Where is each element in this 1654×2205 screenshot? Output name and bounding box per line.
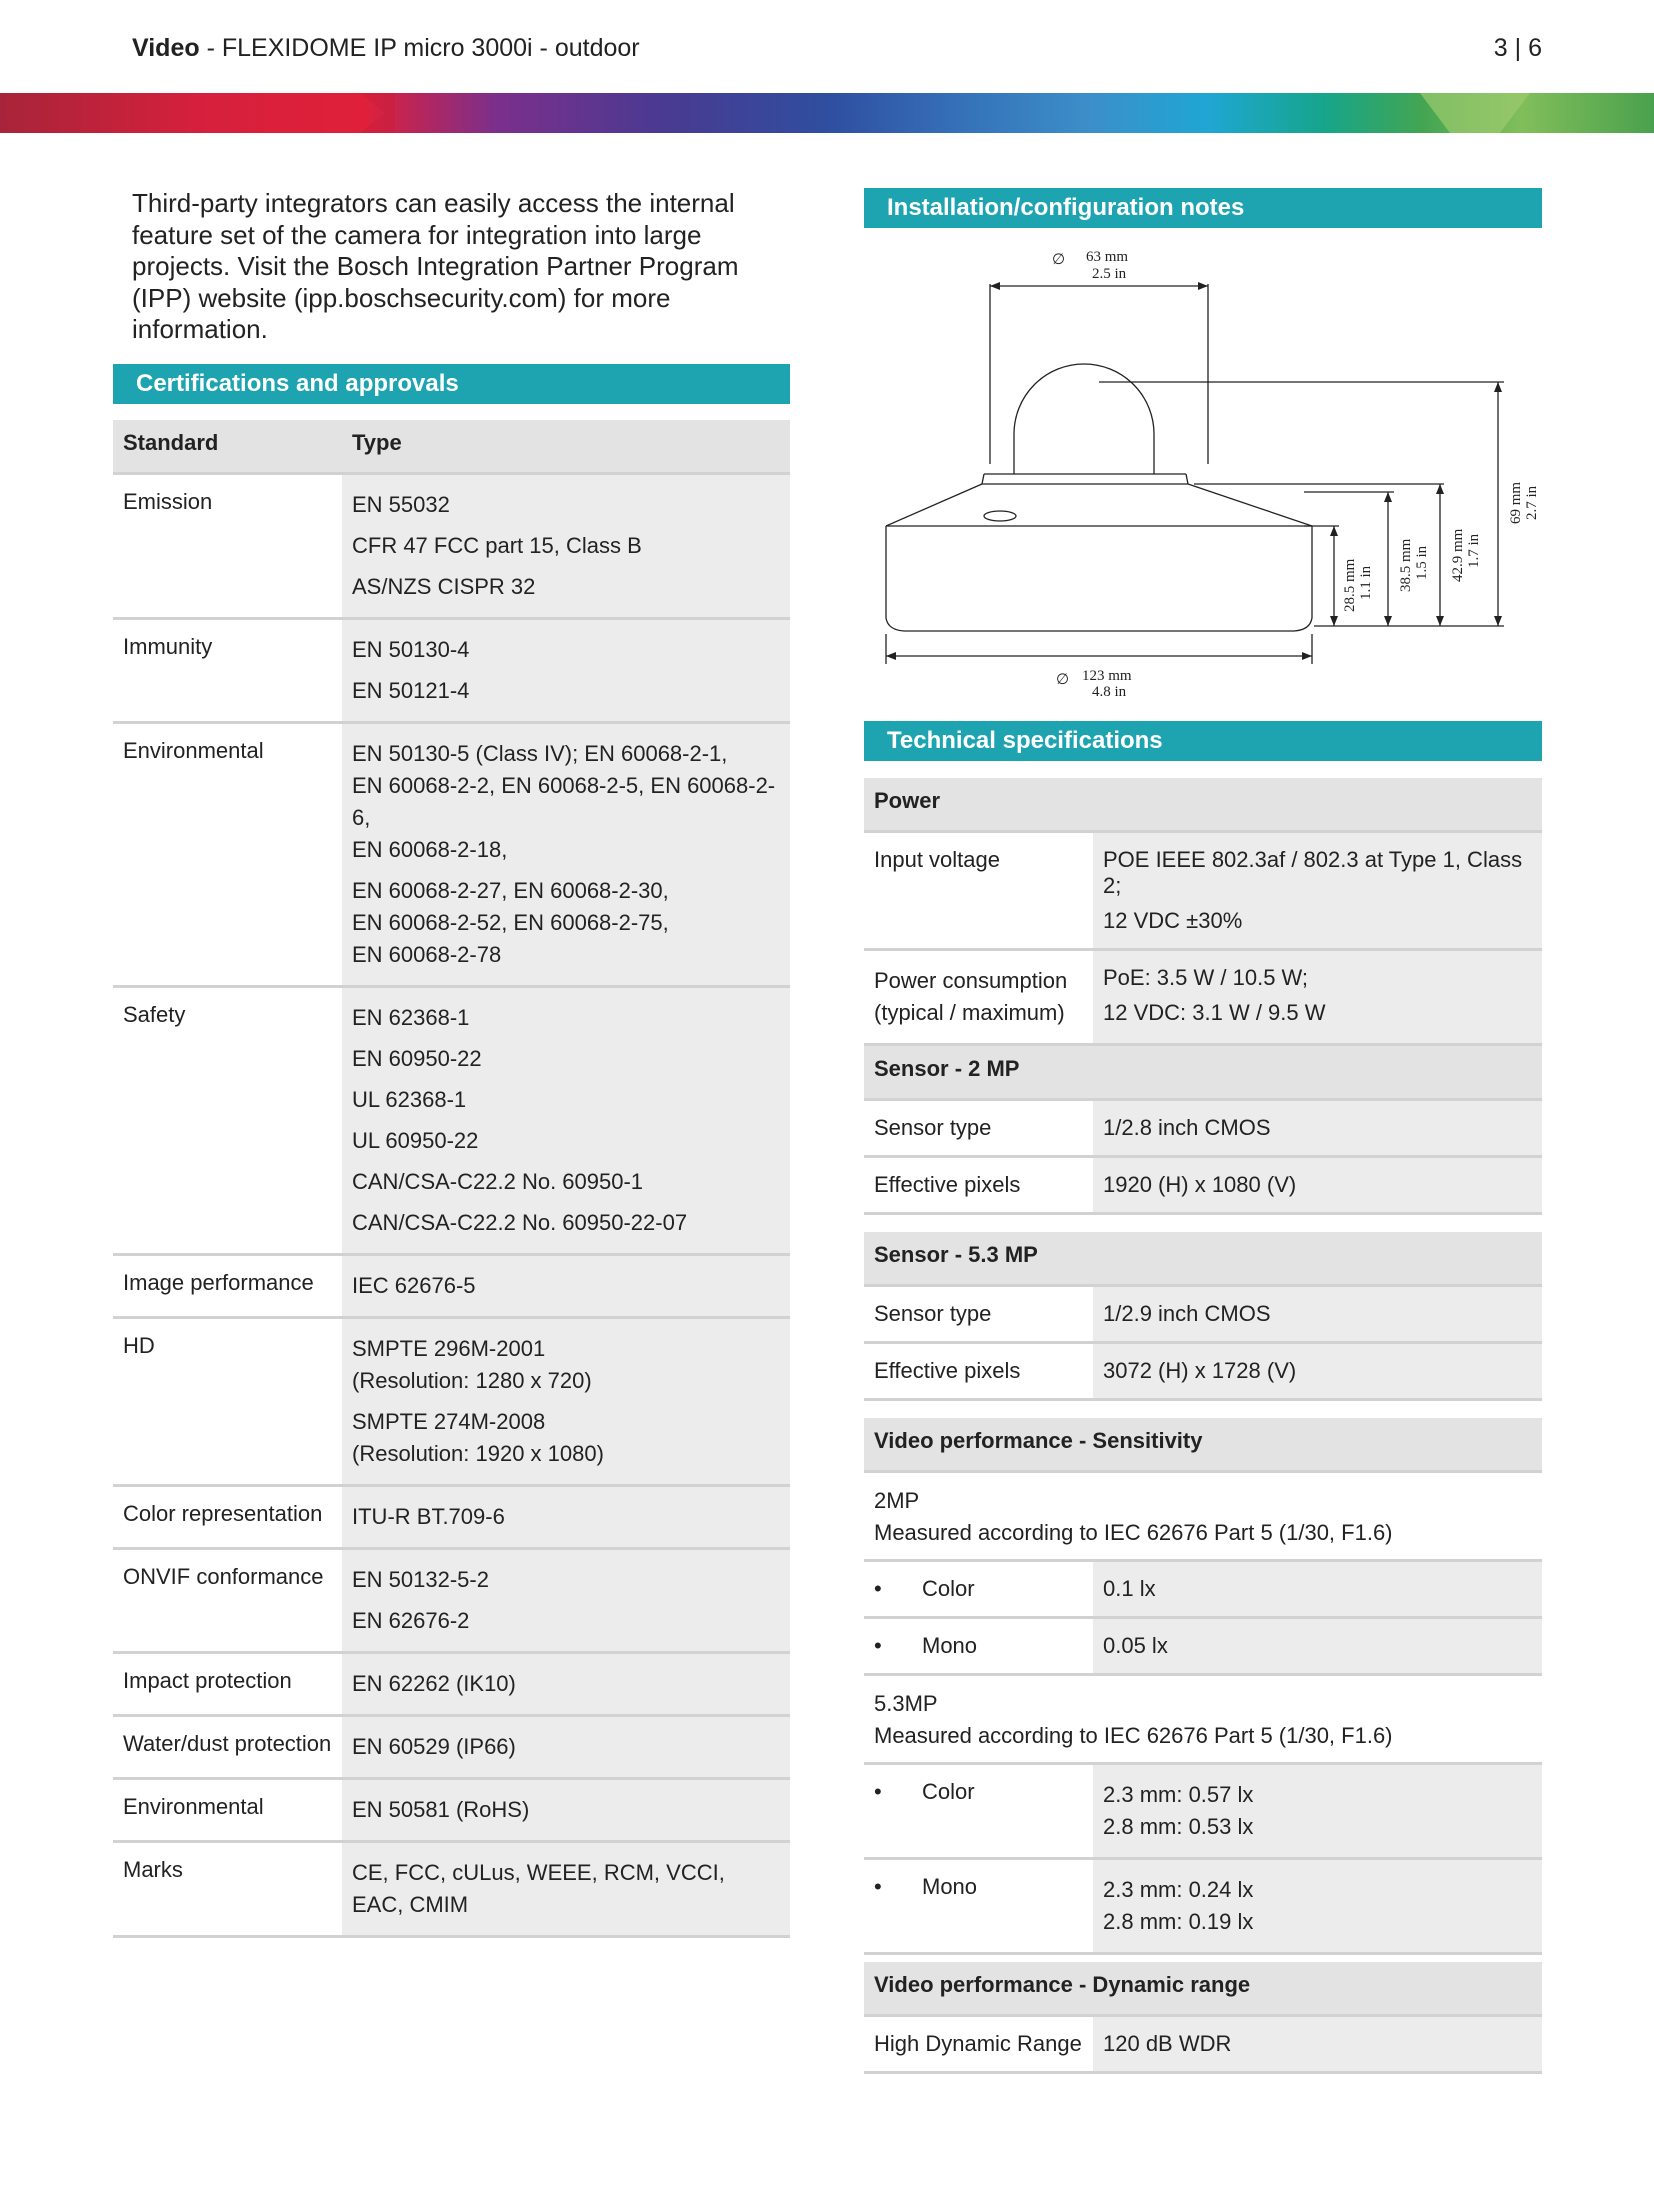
table-row [864,1100,1542,1157]
table-row [113,1653,790,1716]
color-53mp-value-2: 2.8 mm: 0.53 lx [1103,1814,1254,1839]
power-table [864,778,1542,1046]
dynamic-range-title: Video performance - Dynamic range [864,1962,1542,2016]
table-row [113,1842,790,1937]
type-cell [342,1549,790,1653]
table-row [113,474,790,619]
type-value: EN 62262 (IK10) [352,1671,516,1696]
mono-label: Mono [922,1874,978,1899]
sensor-type-label: Sensor type [864,1100,1093,1157]
type-group [352,489,780,521]
type-group [352,1406,780,1470]
type-value: SMPTE 296M-2001 [352,1336,546,1361]
type-value: (Resolution: 1920 x 1080) [352,1441,604,1466]
type-group [352,1605,780,1637]
type-value: CAN/CSA-C22.2 No. 60950-22-07 [352,1210,688,1235]
consumption-value-1: PoE: 3.5 W / 10.5 W; [1103,965,1309,990]
height-3-in: 1.7 in [1466,533,1482,568]
mono-53mp-value-2: 2.8 mm: 0.19 lx [1103,1909,1254,1934]
installation-section-title: Installation/configuration notes [864,188,1542,228]
standard-cell: Environmental [113,723,342,987]
effective-pixels-value: 1920 (H) x 1080 (V) [1093,1157,1542,1214]
note-53mp-title: 5.3MP [874,1691,938,1716]
page-number: 3 | 6 [1493,34,1542,62]
diameter-symbol-top: ∅ [1052,252,1066,268]
height-3-mm: 42.9 mm [1450,528,1466,582]
sensor-2mp-title: Sensor - 2 MP [864,1046,1542,1100]
input-voltage-label: Input voltage [864,832,1093,950]
bullet: • [874,1633,882,1658]
type-cell [342,1716,790,1779]
hdr-label: High Dynamic Range [864,2016,1093,2073]
standard-cell: Environmental [113,1779,342,1842]
type-value: ITU-R BT.709-6 [352,1504,505,1529]
standard-cell: Image performance [113,1255,342,1318]
type-group [352,530,780,562]
camera-dimension-drawing [864,234,1542,704]
table-row [864,1764,1542,1859]
effective-pixels-label: Effective pixels [864,1343,1093,1400]
type-group [352,571,780,603]
sensor-2mp-table [864,1046,1542,1215]
doc-category: Video [132,34,200,62]
type-value: EN 50130-4 [352,637,470,662]
standard-cell: Emission [113,474,342,619]
type-cell [342,1653,790,1716]
type-value: (Resolution: 1280 x 720) [352,1368,592,1393]
hdr-value: 120 dB WDR [1093,2016,1542,2073]
type-group [352,1043,780,1075]
type-value: SMPTE 274M-2008 [352,1409,546,1434]
type-value: EN 60068-2-78 [352,942,502,967]
standard-cell: Immunity [113,619,342,723]
diameter-symbol-base: ∅ [1056,672,1070,688]
height-4-in: 2.7 in [1524,485,1540,520]
type-value: EN 60068-2-18, [352,837,508,862]
base-diameter-in: 4.8 in [1092,684,1127,700]
table-row [864,1157,1542,1214]
type-group [352,1668,780,1700]
mono-2mp-value: 0.05 lx [1093,1618,1542,1675]
table-row [864,1286,1542,1343]
color-2mp-value: 0.1 lx [1093,1561,1542,1618]
standard-cell: HD [113,1318,342,1486]
note-2mp-title: 2MP [874,1488,920,1513]
type-group [352,1794,780,1826]
note-2mp-text: Measured according to IEC 62676 Part 5 (1/30, F1.6) [874,1520,1393,1545]
table-row [864,1561,1542,1618]
power-title: Power [864,778,1542,832]
table-row [113,1779,790,1842]
table-row [113,1549,790,1653]
consumption-value-2: 12 VDC: 3.1 W / 9.5 W [1103,1000,1326,1025]
color-label: Color [922,1576,975,1601]
intro-paragraph: Third-party integrators can easily access the internal feature set of the camera for integration into large projects. Visit the Bosch Integration Partner Program (IPP) website (ipp.boschsecurity.com) for more information. [132,188,739,344]
standard-cell: Marks [113,1842,342,1937]
sensor-53mp-table [864,1232,1542,1401]
type-value: AS/NZS CISPR 32 [352,574,536,599]
type-group [352,738,780,866]
height-1-mm: 28.5 mm [1342,558,1358,612]
column-header-standard: Standard [113,420,342,474]
type-group [352,1857,780,1921]
type-cell [342,1318,790,1486]
type-cell [342,474,790,619]
sensor-type-value: 1/2.9 inch CMOS [1093,1286,1542,1343]
table-row [864,1618,1542,1675]
type-group [352,1125,780,1157]
effective-pixels-label: Effective pixels [864,1157,1093,1214]
type-group [352,1731,780,1763]
type-value: CFR 47 FCC part 15, Class B [352,533,642,558]
type-cell [342,723,790,987]
type-value: EN 60529 (IP66) [352,1734,516,1759]
type-cell [342,987,790,1255]
table-row [864,2016,1542,2073]
table-row [113,1255,790,1318]
doc-title: - FLEXIDOME IP micro 3000i - outdoor [199,34,640,62]
color-label: Color [922,1779,975,1804]
sensitivity-table [864,1418,1542,1955]
type-value: EN 62368-1 [352,1005,470,1030]
page-header [132,34,1542,74]
sensor-type-value: 1/2.8 inch CMOS [1093,1100,1542,1157]
sensor-53mp-title: Sensor - 5.3 MP [864,1232,1542,1286]
type-group [352,1166,780,1198]
type-value: EN 60068-2-52, EN 60068-2-75, [352,910,669,935]
table-row [864,832,1542,950]
type-group [352,1270,780,1302]
column-header-type: Type [342,420,790,474]
height-2-in: 1.5 in [1414,545,1430,580]
consumption-label-2: (typical / maximum) [874,1000,1065,1025]
height-4-mm: 69 mm [1508,481,1524,524]
consumption-label-1: Power consumption [874,968,1068,993]
type-value: UL 62368-1 [352,1087,467,1112]
bullet: • [874,1576,882,1601]
color-53mp-value-1: 2.3 mm: 0.57 lx [1103,1782,1254,1807]
note-53mp-text: Measured according to IEC 62676 Part 5 (1/30, F1.6) [874,1723,1393,1748]
height-2-mm: 38.5 mm [1398,538,1414,592]
type-group [352,1207,780,1239]
type-group [352,875,780,971]
type-cell [342,619,790,723]
type-cell [342,1779,790,1842]
standard-cell: Color representation [113,1486,342,1549]
mono-label: Mono [922,1633,978,1658]
table-row [113,1716,790,1779]
type-group [352,1002,780,1034]
bullet: • [874,1779,882,1804]
brand-color-stripe [0,93,1654,133]
bullet: • [874,1874,882,1899]
standard-cell: Water/dust protection [113,1716,342,1779]
type-value: EN 60068-2-2, EN 60068-2-5, EN 60068-2-6, [352,773,776,830]
type-value: EN 55032 [352,492,450,517]
type-value: UL 60950-22 [352,1128,479,1153]
type-value: IEC 62676-5 [352,1273,476,1298]
certifications-table [113,420,790,1938]
table-row [113,723,790,987]
table-row [864,1343,1542,1400]
type-group [352,634,780,666]
sensor-type-label: Sensor type [864,1286,1093,1343]
table-row [113,1318,790,1486]
standard-cell: Impact protection [113,1653,342,1716]
input-voltage-value-2: 12 VDC ±30% [1103,908,1243,933]
table-row [113,1486,790,1549]
table-row [113,987,790,1255]
table-row [864,950,1542,1045]
type-group [352,1084,780,1116]
type-value: EN 50121-4 [352,678,470,703]
type-cell [342,1486,790,1549]
certifications-section-title: Certifications and approvals [113,364,790,404]
certifications-header-row [113,420,790,474]
top-diameter-in: 2.5 in [1092,266,1127,282]
type-value: CAN/CSA-C22.2 No. 60950-1 [352,1169,644,1194]
sensitivity-title: Video performance - Sensitivity [864,1418,1542,1472]
standard-cell: ONVIF conformance [113,1549,342,1653]
type-value: EN 50132-5-2 [352,1567,489,1592]
dynamic-range-table [864,1962,1542,2074]
effective-pixels-value: 3072 (H) x 1728 (V) [1093,1343,1542,1400]
type-value: EN 50581 (RoHS) [352,1797,530,1822]
table-row [864,1859,1542,1954]
height-1-in: 1.1 in [1358,565,1374,600]
type-group [352,1501,780,1533]
top-diameter-mm: 63 mm [1086,249,1129,265]
type-value: CE, FCC, cULus, WEEE, RCM, VCCI, EAC, CMIM [352,1860,725,1917]
type-group [352,1564,780,1596]
type-group [352,675,780,707]
type-value: EN 60068-2-27, EN 60068-2-30, [352,878,669,903]
input-voltage-value-1: POE IEEE 802.3af / 802.3 at Type 1, Class 2; [1103,847,1523,898]
type-value: EN 50130-5 (Class IV); EN 60068-2-1, [352,741,728,766]
type-cell [342,1255,790,1318]
standard-cell: Safety [113,987,342,1255]
type-value: EN 60950-22 [352,1046,482,1071]
base-diameter-mm: 123 mm [1082,668,1132,684]
type-value: EN 62676-2 [352,1608,470,1633]
mono-53mp-value-1: 2.3 mm: 0.24 lx [1103,1877,1254,1902]
type-cell [342,1842,790,1937]
techspecs-section-title: Technical specifications [864,721,1542,761]
table-row [113,619,790,723]
type-group [352,1333,780,1397]
